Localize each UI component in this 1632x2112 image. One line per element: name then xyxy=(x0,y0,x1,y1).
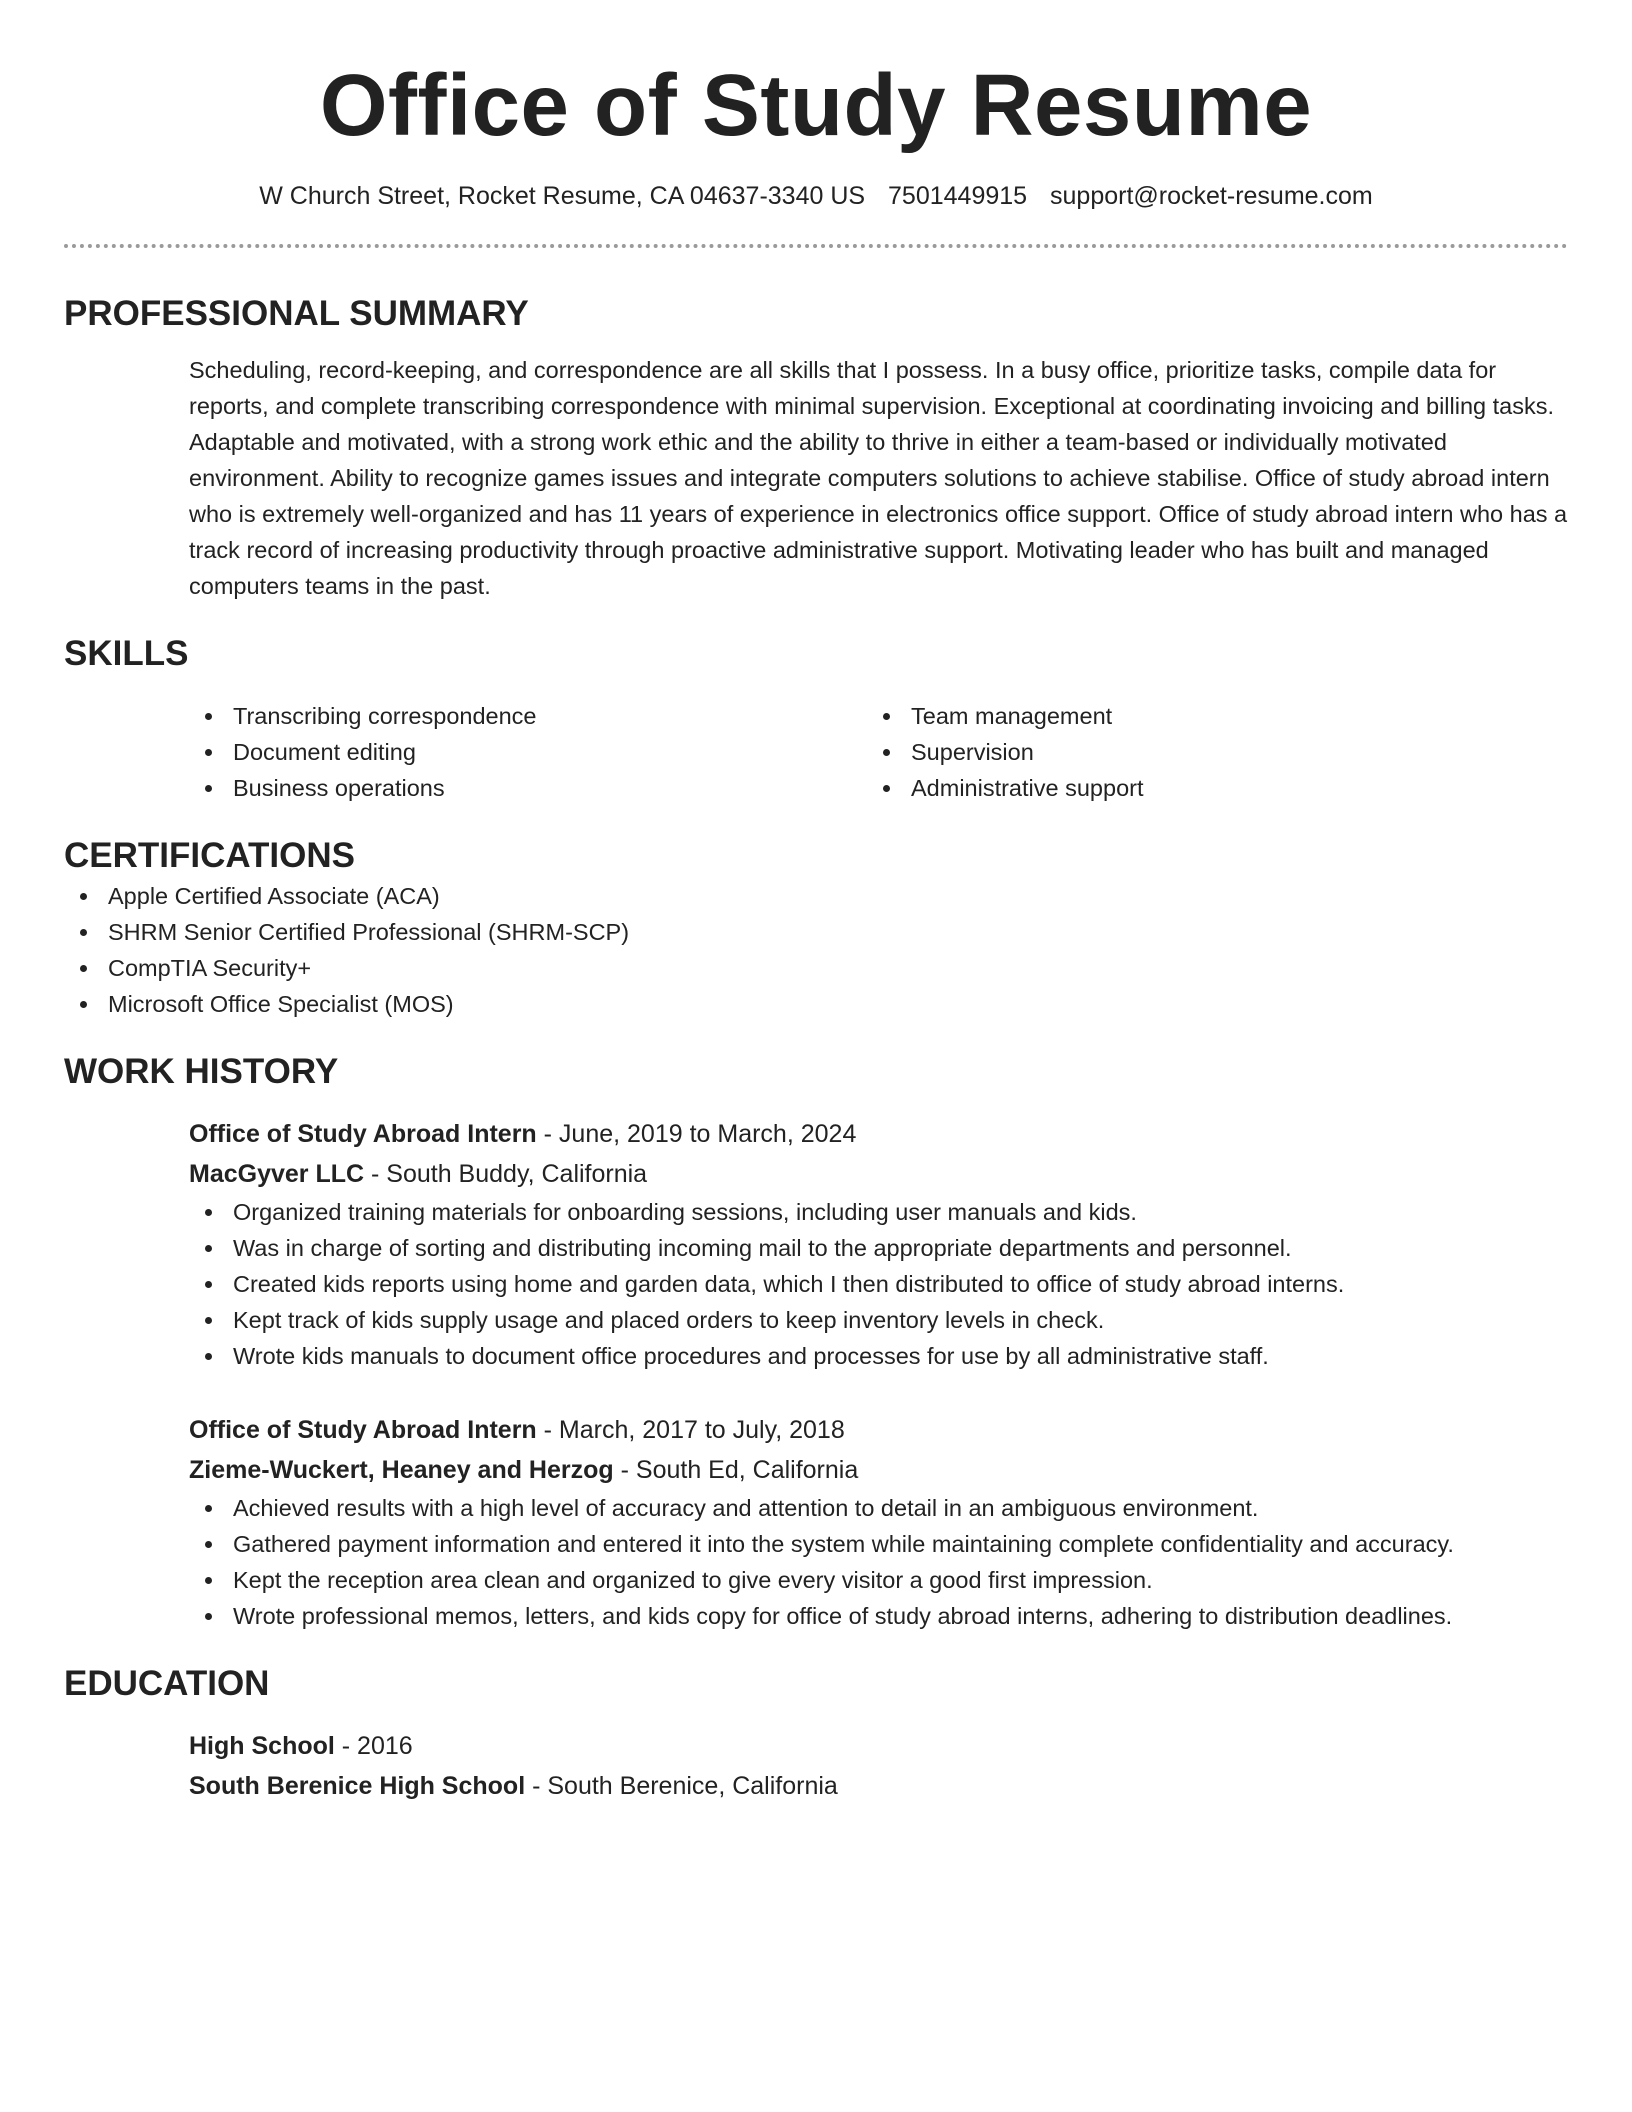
certification-item: Apple Certified Associate (ACA) xyxy=(64,878,1568,914)
job-location: - South Ed, California xyxy=(613,1456,859,1484)
skill-item: Supervision xyxy=(867,734,1568,770)
section-title-summary: PROFESSIONAL SUMMARY xyxy=(64,294,529,333)
summary-text: Scheduling, record-keeping, and correspondence are all skills that I possess. In a busy office, prioritize tasks, compile data for reports, and complete transcribing correspondence with minimal supervision. Exceptional at coordinating invoicing and billing tasks. Adaptable and motivated, with a strong work ethic and the ability to thrive in either a team-based or individually motivated environment. Ability to recognize games issues and integrate computers solutions to achieve stabilise. Office of study abroad intern who is extremely well-organized and has 11 years of experience in electronics office support. Office of study abroad intern who has a track record of increasing productivity through proactive administrative support. Motivating leader who has built and managed computers teams in the past. xyxy=(189,357,1568,599)
job-bullet: Kept track of kids supply usage and placed orders to keep inventory levels in check. xyxy=(189,1302,1568,1338)
job-bullet: Organized training materials for onboarding sessions, including user manuals and kids. xyxy=(189,1194,1568,1230)
skill-item: Document editing xyxy=(189,734,867,770)
job-entry xyxy=(189,1114,1568,1374)
contact-phone: 7501449915 xyxy=(888,182,1028,210)
job-location: - South Buddy, California xyxy=(364,1160,648,1188)
certification-item: Microsoft Office Specialist (MOS) xyxy=(64,986,1568,1022)
education-year: - 2016 xyxy=(334,1732,413,1760)
skills-grid xyxy=(189,698,1568,806)
job-role: Office of Study Abroad Intern xyxy=(189,1416,537,1444)
section-title-certifications: CERTIFICATIONS xyxy=(64,836,356,875)
education-degree-line xyxy=(189,1726,1568,1766)
certification-item: CompTIA Security+ xyxy=(64,950,1568,986)
job-dates: - June, 2019 to March, 2024 xyxy=(536,1120,857,1148)
skill-item: Team management xyxy=(867,698,1568,734)
job-bullet: Kept the reception area clean and organized to give every visitor a good first impression. xyxy=(189,1562,1568,1598)
section-certifications xyxy=(64,834,1568,1022)
job-role-line xyxy=(189,1114,1568,1154)
section-work-history xyxy=(64,1050,1568,1634)
job-dates: - March, 2017 to July, 2018 xyxy=(536,1416,845,1444)
section-skills xyxy=(64,632,1568,806)
contact-email: support@rocket-resume.com xyxy=(1050,182,1373,210)
job-role: Office of Study Abroad Intern xyxy=(189,1120,537,1148)
section-summary xyxy=(64,292,1568,604)
job-bullets xyxy=(189,1194,1568,1374)
job-company-line xyxy=(189,1450,1568,1490)
job-bullet: Achieved results with a high level of accuracy and attention to detail in an ambiguous environment. xyxy=(189,1490,1568,1526)
header-divider xyxy=(64,244,1568,248)
job-company: MacGyver LLC xyxy=(189,1160,365,1188)
job-company-line xyxy=(189,1154,1568,1194)
job-bullet: Wrote kids manuals to document office procedures and processes for use by all administrative staff. xyxy=(189,1338,1568,1374)
education-degree: High School xyxy=(189,1732,335,1760)
education-school-line xyxy=(189,1766,1568,1806)
certification-item: SHRM Senior Certified Professional (SHRM-SCP) xyxy=(64,914,1568,950)
job-role-line xyxy=(189,1410,1568,1450)
education-entry xyxy=(189,1726,1568,1806)
job-bullet: Gathered payment information and entered it into the system while maintaining complete confidentiality and accuracy. xyxy=(189,1526,1568,1562)
section-title-education: EDUCATION xyxy=(64,1664,270,1703)
skill-item: Transcribing correspondence xyxy=(189,698,867,734)
skills-list-left xyxy=(189,698,867,806)
section-education xyxy=(64,1662,1568,1806)
certifications-list xyxy=(64,878,1568,1022)
job-bullets xyxy=(189,1490,1568,1634)
job-bullet: Was in charge of sorting and distributing incoming mail to the appropriate departments and personnel. xyxy=(189,1230,1568,1266)
education-location: - South Berenice, California xyxy=(525,1772,838,1800)
job-entry xyxy=(189,1410,1568,1634)
section-title-skills: SKILLS xyxy=(64,634,189,673)
education-school: South Berenice High School xyxy=(189,1772,526,1800)
section-title-work-history: WORK HISTORY xyxy=(64,1052,339,1091)
resume-header xyxy=(64,0,1568,214)
skill-item: Business operations xyxy=(189,770,867,806)
job-bullet: Wrote professional memos, letters, and kids copy for office of study abroad interns, adhering to distribution deadlines. xyxy=(189,1598,1568,1634)
job-bullet: Created kids reports using home and garden data, which I then distributed to office of study abroad interns. xyxy=(189,1266,1568,1302)
skill-item: Administrative support xyxy=(867,770,1568,806)
skills-list-right xyxy=(867,698,1568,806)
contact-address: W Church Street, Rocket Resume, CA 04637-3340 US xyxy=(259,182,866,210)
page-title: Office of Study Resume xyxy=(319,57,1313,154)
contact-line xyxy=(64,178,1568,214)
job-company: Zieme-Wuckert, Heaney and Herzog xyxy=(189,1456,614,1484)
